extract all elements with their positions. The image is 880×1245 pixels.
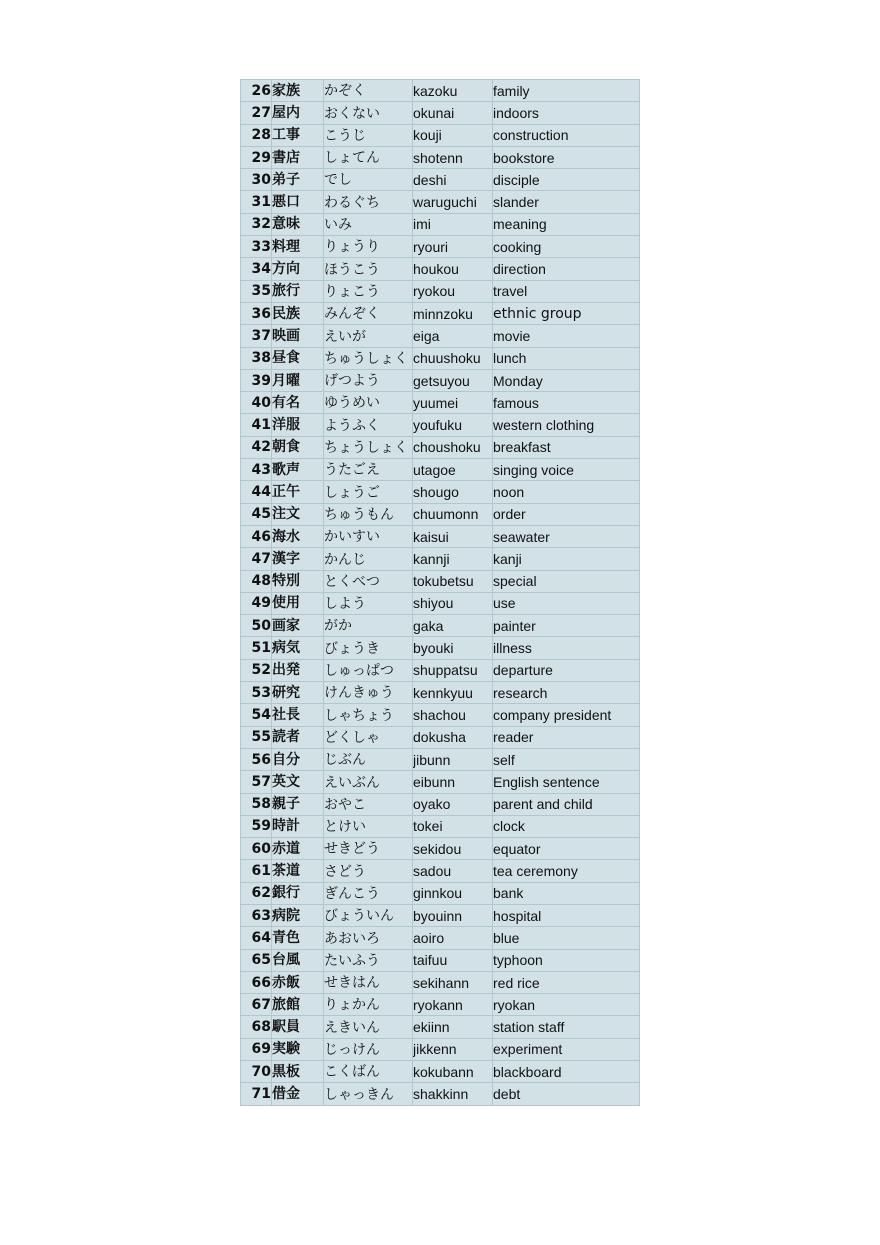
meaning-cell: lunch	[493, 347, 640, 369]
romaji-cell: kennkyuu	[413, 682, 493, 704]
romaji-cell: kouji	[413, 124, 493, 146]
entry-number: 43	[241, 459, 272, 481]
vocabulary-table	[240, 79, 640, 1106]
meaning-cell: departure	[493, 659, 640, 681]
kana-cell: しゃっきん	[324, 1083, 413, 1105]
romaji-cell: okunai	[413, 102, 493, 124]
romaji-cell: yuumei	[413, 392, 493, 414]
kanji-cell: 赤飯	[272, 971, 324, 993]
table-row	[241, 860, 640, 882]
meaning-cell: reader	[493, 726, 640, 748]
kanji-cell: 注文	[272, 503, 324, 525]
meaning-cell: bank	[493, 882, 640, 904]
romaji-cell: jikkenn	[413, 1038, 493, 1060]
meaning-cell: equator	[493, 838, 640, 860]
romaji-cell: byouinn	[413, 904, 493, 926]
kana-cell: おくない	[324, 102, 413, 124]
kana-cell: りょかん	[324, 994, 413, 1016]
table-row	[241, 280, 640, 302]
meaning-cell: disciple	[493, 169, 640, 191]
romaji-cell: chuumonn	[413, 503, 493, 525]
table-row	[241, 971, 640, 993]
entry-number: 59	[241, 815, 272, 837]
table-row	[241, 793, 640, 815]
entry-number: 70	[241, 1061, 272, 1083]
kana-cell: こくばん	[324, 1061, 413, 1083]
kanji-cell: 出発	[272, 659, 324, 681]
meaning-cell: tea ceremony	[493, 860, 640, 882]
kana-cell: えいが	[324, 325, 413, 347]
table-row	[241, 124, 640, 146]
kanji-cell: 意味	[272, 213, 324, 235]
entry-number: 38	[241, 347, 272, 369]
meaning-cell: blue	[493, 927, 640, 949]
kanji-cell: 旅行	[272, 280, 324, 302]
romaji-cell: youfuku	[413, 414, 493, 436]
entry-number: 61	[241, 860, 272, 882]
meaning-cell: slander	[493, 191, 640, 213]
kanji-cell: 海水	[272, 525, 324, 547]
entry-number: 28	[241, 124, 272, 146]
entry-number: 66	[241, 971, 272, 993]
kanji-cell: 朝食	[272, 436, 324, 458]
table-row	[241, 1061, 640, 1083]
entry-number: 41	[241, 414, 272, 436]
kana-cell: びょういん	[324, 904, 413, 926]
romaji-cell: choushoku	[413, 436, 493, 458]
romaji-cell: shiyou	[413, 592, 493, 614]
romaji-cell: ginnkou	[413, 882, 493, 904]
entry-number: 60	[241, 838, 272, 860]
table-row	[241, 392, 640, 414]
entry-number: 54	[241, 704, 272, 726]
meaning-cell: English sentence	[493, 771, 640, 793]
table-row	[241, 414, 640, 436]
entry-number: 35	[241, 280, 272, 302]
romaji-cell: ryokou	[413, 280, 493, 302]
table-row	[241, 1038, 640, 1060]
kanji-cell: 借金	[272, 1083, 324, 1105]
kana-cell: せきどう	[324, 838, 413, 860]
kana-cell: びょうき	[324, 637, 413, 659]
entry-number: 69	[241, 1038, 272, 1060]
entry-number: 32	[241, 213, 272, 235]
kana-cell: せきはん	[324, 971, 413, 993]
kanji-cell: 青色	[272, 927, 324, 949]
meaning-cell: construction	[493, 124, 640, 146]
romaji-cell: getsuyou	[413, 369, 493, 391]
table-row	[241, 347, 640, 369]
entry-number: 63	[241, 904, 272, 926]
kanji-cell: 旅館	[272, 994, 324, 1016]
table-row	[241, 80, 640, 102]
romaji-cell: utagoe	[413, 459, 493, 481]
romaji-cell: sekidou	[413, 838, 493, 860]
kana-cell: がか	[324, 615, 413, 637]
romaji-cell: waruguchi	[413, 191, 493, 213]
entry-number: 47	[241, 548, 272, 570]
kana-cell: こうじ	[324, 124, 413, 146]
kana-cell: とくべつ	[324, 570, 413, 592]
meaning-cell: ryokan	[493, 994, 640, 1016]
kanji-cell: 屋内	[272, 102, 324, 124]
kanji-cell: 茶道	[272, 860, 324, 882]
meaning-cell: cooking	[493, 236, 640, 258]
kana-cell: しゃちょう	[324, 704, 413, 726]
kanji-cell: 書店	[272, 146, 324, 168]
kanji-cell: 自分	[272, 748, 324, 770]
romaji-cell: ekiinn	[413, 1016, 493, 1038]
kanji-cell: 病気	[272, 637, 324, 659]
table-row	[241, 459, 640, 481]
kana-cell: じっけん	[324, 1038, 413, 1060]
meaning-cell: breakfast	[493, 436, 640, 458]
romaji-cell: minnzoku	[413, 302, 493, 324]
entry-number: 48	[241, 570, 272, 592]
entry-number: 33	[241, 236, 272, 258]
table-row	[241, 525, 640, 547]
table-row	[241, 771, 640, 793]
kanji-cell: 料理	[272, 236, 324, 258]
romaji-cell: ryouri	[413, 236, 493, 258]
kana-cell: かぞく	[324, 80, 413, 102]
romaji-cell: shakkinn	[413, 1083, 493, 1105]
romaji-cell: jibunn	[413, 748, 493, 770]
romaji-cell: shuppatsu	[413, 659, 493, 681]
meaning-cell: debt	[493, 1083, 640, 1105]
meaning-cell: meaning	[493, 213, 640, 235]
table-row	[241, 927, 640, 949]
romaji-cell: sekihann	[413, 971, 493, 993]
table-row	[241, 592, 640, 614]
table-row	[241, 570, 640, 592]
kana-cell: どくしゃ	[324, 726, 413, 748]
meaning-cell: travel	[493, 280, 640, 302]
kanji-cell: 英文	[272, 771, 324, 793]
kana-cell: ちゅうもん	[324, 503, 413, 525]
table-row	[241, 436, 640, 458]
entry-number: 27	[241, 102, 272, 124]
kana-cell: えきいん	[324, 1016, 413, 1038]
table-row	[241, 548, 640, 570]
romaji-cell: oyako	[413, 793, 493, 815]
entry-number: 50	[241, 615, 272, 637]
romaji-cell: eiga	[413, 325, 493, 347]
table-row	[241, 102, 640, 124]
kanji-cell: 洋服	[272, 414, 324, 436]
table-row	[241, 904, 640, 926]
romaji-cell: kokubann	[413, 1061, 493, 1083]
kanji-cell: 画家	[272, 615, 324, 637]
entry-number: 52	[241, 659, 272, 681]
entry-number: 39	[241, 369, 272, 391]
meaning-cell: noon	[493, 481, 640, 503]
kana-cell: いみ	[324, 213, 413, 235]
entry-number: 49	[241, 592, 272, 614]
table-row	[241, 682, 640, 704]
meaning-cell: self	[493, 748, 640, 770]
table-row	[241, 169, 640, 191]
kanji-cell: 方向	[272, 258, 324, 280]
kana-cell: ぎんこう	[324, 882, 413, 904]
entry-number: 51	[241, 637, 272, 659]
kana-cell: りょこう	[324, 280, 413, 302]
meaning-cell: experiment	[493, 1038, 640, 1060]
kana-cell: あおいろ	[324, 927, 413, 949]
meaning-cell: seawater	[493, 525, 640, 547]
romaji-cell: eibunn	[413, 771, 493, 793]
romaji-cell: aoiro	[413, 927, 493, 949]
romaji-cell: shougo	[413, 481, 493, 503]
table-row	[241, 726, 640, 748]
meaning-cell: movie	[493, 325, 640, 347]
kanji-cell: 読者	[272, 726, 324, 748]
table-row	[241, 191, 640, 213]
meaning-cell: station staff	[493, 1016, 640, 1038]
kana-cell: ちょうしょく	[324, 436, 413, 458]
meaning-cell: typhoon	[493, 949, 640, 971]
kana-cell: しゅっぱつ	[324, 659, 413, 681]
kanji-cell: 社長	[272, 704, 324, 726]
kanji-cell: 時計	[272, 815, 324, 837]
kanji-cell: 正午	[272, 481, 324, 503]
kana-cell: えいぶん	[324, 771, 413, 793]
table-row	[241, 481, 640, 503]
kana-cell: しょてん	[324, 146, 413, 168]
vocabulary-table-body	[241, 80, 640, 1106]
table-row	[241, 704, 640, 726]
table-row	[241, 213, 640, 235]
entry-number: 42	[241, 436, 272, 458]
kanji-cell: 昼食	[272, 347, 324, 369]
kana-cell: わるぐち	[324, 191, 413, 213]
romaji-cell: kaisui	[413, 525, 493, 547]
romaji-cell: taifuu	[413, 949, 493, 971]
romaji-cell: tokei	[413, 815, 493, 837]
kana-cell: うたごえ	[324, 459, 413, 481]
meaning-cell: order	[493, 503, 640, 525]
table-row	[241, 659, 640, 681]
kanji-cell: 悪口	[272, 191, 324, 213]
entry-number: 46	[241, 525, 272, 547]
meaning-cell: clock	[493, 815, 640, 837]
kanji-cell: 親子	[272, 793, 324, 815]
kana-cell: ちゅうしょく	[324, 347, 413, 369]
table-row	[241, 302, 640, 324]
table-row	[241, 748, 640, 770]
table-row	[241, 815, 640, 837]
kanji-cell: 黒板	[272, 1061, 324, 1083]
kanji-cell: 民族	[272, 302, 324, 324]
kanji-cell: 家族	[272, 80, 324, 102]
meaning-cell: red rice	[493, 971, 640, 993]
entry-number: 30	[241, 169, 272, 191]
kana-cell: でし	[324, 169, 413, 191]
kana-cell: とけい	[324, 815, 413, 837]
entry-number: 58	[241, 793, 272, 815]
romaji-cell: dokusha	[413, 726, 493, 748]
kanji-cell: 病院	[272, 904, 324, 926]
meaning-cell: direction	[493, 258, 640, 280]
entry-number: 71	[241, 1083, 272, 1105]
romaji-cell: tokubetsu	[413, 570, 493, 592]
kanji-cell: 工事	[272, 124, 324, 146]
kanji-cell: 赤道	[272, 838, 324, 860]
kana-cell: しょうご	[324, 481, 413, 503]
table-row	[241, 325, 640, 347]
table-row	[241, 503, 640, 525]
romaji-cell: houkou	[413, 258, 493, 280]
entry-number: 53	[241, 682, 272, 704]
kana-cell: かいすい	[324, 525, 413, 547]
romaji-cell: deshi	[413, 169, 493, 191]
kanji-cell: 研究	[272, 682, 324, 704]
entry-number: 65	[241, 949, 272, 971]
table-row	[241, 949, 640, 971]
kana-cell: かんじ	[324, 548, 413, 570]
table-row	[241, 258, 640, 280]
entry-number: 55	[241, 726, 272, 748]
kanji-cell: 銀行	[272, 882, 324, 904]
entry-number: 26	[241, 80, 272, 102]
kanji-cell: 特別	[272, 570, 324, 592]
entry-number: 29	[241, 146, 272, 168]
entry-number: 37	[241, 325, 272, 347]
kanji-cell: 実験	[272, 1038, 324, 1060]
meaning-cell: indoors	[493, 102, 640, 124]
romaji-cell: chuushoku	[413, 347, 493, 369]
romaji-cell: shotenn	[413, 146, 493, 168]
meaning-cell: painter	[493, 615, 640, 637]
kanji-cell: 使用	[272, 592, 324, 614]
table-row	[241, 369, 640, 391]
romaji-cell: byouki	[413, 637, 493, 659]
kana-cell: たいふう	[324, 949, 413, 971]
kana-cell: ゆうめい	[324, 392, 413, 414]
romaji-cell: imi	[413, 213, 493, 235]
entry-number: 34	[241, 258, 272, 280]
kana-cell: さどう	[324, 860, 413, 882]
meaning-cell: research	[493, 682, 640, 704]
kanji-cell: 月曜	[272, 369, 324, 391]
kana-cell: おやこ	[324, 793, 413, 815]
kana-cell: げつよう	[324, 369, 413, 391]
entry-number: 68	[241, 1016, 272, 1038]
meaning-cell: singing voice	[493, 459, 640, 481]
entry-number: 31	[241, 191, 272, 213]
romaji-cell: kannji	[413, 548, 493, 570]
meaning-cell: family	[493, 80, 640, 102]
entry-number: 36	[241, 302, 272, 324]
romaji-cell: kazoku	[413, 80, 493, 102]
meaning-cell: special	[493, 570, 640, 592]
meaning-cell: kanji	[493, 548, 640, 570]
table-row	[241, 1083, 640, 1105]
meaning-cell: illness	[493, 637, 640, 659]
meaning-cell: bookstore	[493, 146, 640, 168]
kana-cell: ほうこう	[324, 258, 413, 280]
table-row	[241, 637, 640, 659]
meaning-cell: blackboard	[493, 1061, 640, 1083]
meaning-cell: western clothing	[493, 414, 640, 436]
meaning-cell: company president	[493, 704, 640, 726]
entry-number: 62	[241, 882, 272, 904]
meaning-cell: Monday	[493, 369, 640, 391]
kana-cell: しよう	[324, 592, 413, 614]
entry-number: 56	[241, 748, 272, 770]
table-row	[241, 236, 640, 258]
romaji-cell: ryokann	[413, 994, 493, 1016]
table-row	[241, 994, 640, 1016]
romaji-cell: gaka	[413, 615, 493, 637]
table-row	[241, 146, 640, 168]
entry-number: 45	[241, 503, 272, 525]
kana-cell: ようふく	[324, 414, 413, 436]
meaning-cell: parent and child	[493, 793, 640, 815]
romaji-cell: sadou	[413, 860, 493, 882]
meaning-cell: use	[493, 592, 640, 614]
entry-number: 40	[241, 392, 272, 414]
romaji-cell: shachou	[413, 704, 493, 726]
table-row	[241, 838, 640, 860]
kanji-cell: 歌声	[272, 459, 324, 481]
kanji-cell: 映画	[272, 325, 324, 347]
meaning-cell: hospital	[493, 904, 640, 926]
entry-number: 67	[241, 994, 272, 1016]
meaning-cell: famous	[493, 392, 640, 414]
entry-number: 44	[241, 481, 272, 503]
kanji-cell: 台風	[272, 949, 324, 971]
kana-cell: りょうり	[324, 236, 413, 258]
kana-cell: みんぞく	[324, 302, 413, 324]
kanji-cell: 弟子	[272, 169, 324, 191]
kanji-cell: 漢字	[272, 548, 324, 570]
meaning-cell: ethnic group	[493, 302, 640, 324]
kanji-cell: 駅員	[272, 1016, 324, 1038]
kanji-cell: 有名	[272, 392, 324, 414]
kana-cell: じぶん	[324, 748, 413, 770]
table-row	[241, 1016, 640, 1038]
table-row	[241, 882, 640, 904]
entry-number: 57	[241, 771, 272, 793]
entry-number: 64	[241, 927, 272, 949]
table-row	[241, 615, 640, 637]
kana-cell: けんきゅう	[324, 682, 413, 704]
